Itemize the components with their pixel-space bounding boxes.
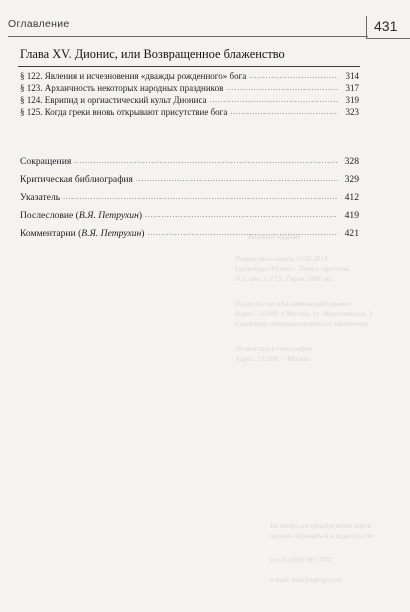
dot-leader bbox=[145, 211, 338, 219]
toc-entry-title: Критическая библиография bbox=[20, 174, 133, 185]
dot-leader bbox=[147, 229, 338, 237]
author-name: В.Я. Петрухин bbox=[78, 210, 139, 221]
toc-entry[interactable] bbox=[20, 83, 359, 95]
toc-entry-title bbox=[20, 228, 144, 239]
section-title: Оглавление bbox=[8, 18, 70, 30]
chapter-rule bbox=[18, 66, 360, 67]
show-through-text: Книжное издание Подписано в печать 10.02.2014 Гарнитура «Minion». Печать офсетная Усл. печ. л. 27,5. Тираж 1000 экз. Издательство «Академический проект» Адрес: 111399, г. Москва, ул. Мартеновская, 3 Санитарно-эпидемиологическое заключение Отпечатано в типографии Адрес: 123298, г. Москва По вопросам приобретения книги просим обращаться в издательство тел. 8 (495) 305 3702 e-mail: info@aprogect.ru bbox=[235, 233, 374, 584]
toc-entry-page: 412 bbox=[344, 192, 359, 203]
toc-entry-title: § 124. Еврипид и оргиастический культ Диониса bbox=[20, 95, 207, 105]
toc-entry-page: 317 bbox=[345, 83, 359, 93]
toc-entry-page: 323 bbox=[345, 107, 359, 117]
dot-leader bbox=[136, 175, 338, 183]
toc-entry-page: 419 bbox=[344, 210, 359, 221]
toc-entry-label: Комментарии ( bbox=[20, 228, 82, 239]
toc-entry[interactable] bbox=[20, 192, 359, 204]
toc-entry-title: § 122. Явления и исчезновения «дважды рожденного» бога bbox=[20, 71, 247, 81]
toc-entry-title bbox=[20, 210, 142, 221]
toc-entry-label: Послесловие ( bbox=[20, 210, 79, 221]
toc-entry[interactable] bbox=[20, 174, 359, 186]
toc-entry[interactable] bbox=[20, 156, 359, 168]
toc-entry[interactable] bbox=[20, 95, 359, 107]
toc-entry-page: 314 bbox=[345, 71, 359, 81]
dot-leader bbox=[210, 96, 338, 104]
dot-leader bbox=[226, 84, 338, 92]
toc-entry-label-end: ) bbox=[138, 210, 143, 221]
toc-entry[interactable] bbox=[20, 210, 359, 222]
dot-leader bbox=[230, 108, 338, 116]
running-header bbox=[8, 16, 368, 37]
author-name: В.Я. Петрухин bbox=[81, 228, 142, 239]
toc-entry-label-end: ) bbox=[141, 228, 145, 239]
page-number: 431 bbox=[374, 18, 398, 34]
dot-leader bbox=[249, 72, 338, 80]
dot-leader bbox=[63, 193, 338, 201]
toc-entry-title: § 123. Архаичность некоторых народных праздников bbox=[20, 83, 224, 93]
toc-entry-page: 319 bbox=[345, 95, 359, 105]
chapter-heading: Глава XV. Дионис, или Возвращенное блаженство bbox=[20, 47, 285, 61]
toc-entry[interactable] bbox=[20, 107, 359, 119]
toc-entry-page: 329 bbox=[344, 174, 359, 185]
toc-entry-page: 421 bbox=[344, 228, 359, 239]
toc-entry[interactable] bbox=[20, 71, 359, 83]
toc-entry-page: 328 bbox=[344, 156, 359, 167]
page-number-box bbox=[366, 16, 410, 39]
dot-leader bbox=[74, 157, 338, 165]
toc-entry[interactable] bbox=[20, 228, 359, 240]
toc-entry-title: Сокращения bbox=[20, 156, 72, 167]
toc-entry-title: Указатель bbox=[20, 192, 61, 203]
toc-entry-title: § 125. Когда греки вновь открывают присутствие бога bbox=[20, 107, 228, 117]
